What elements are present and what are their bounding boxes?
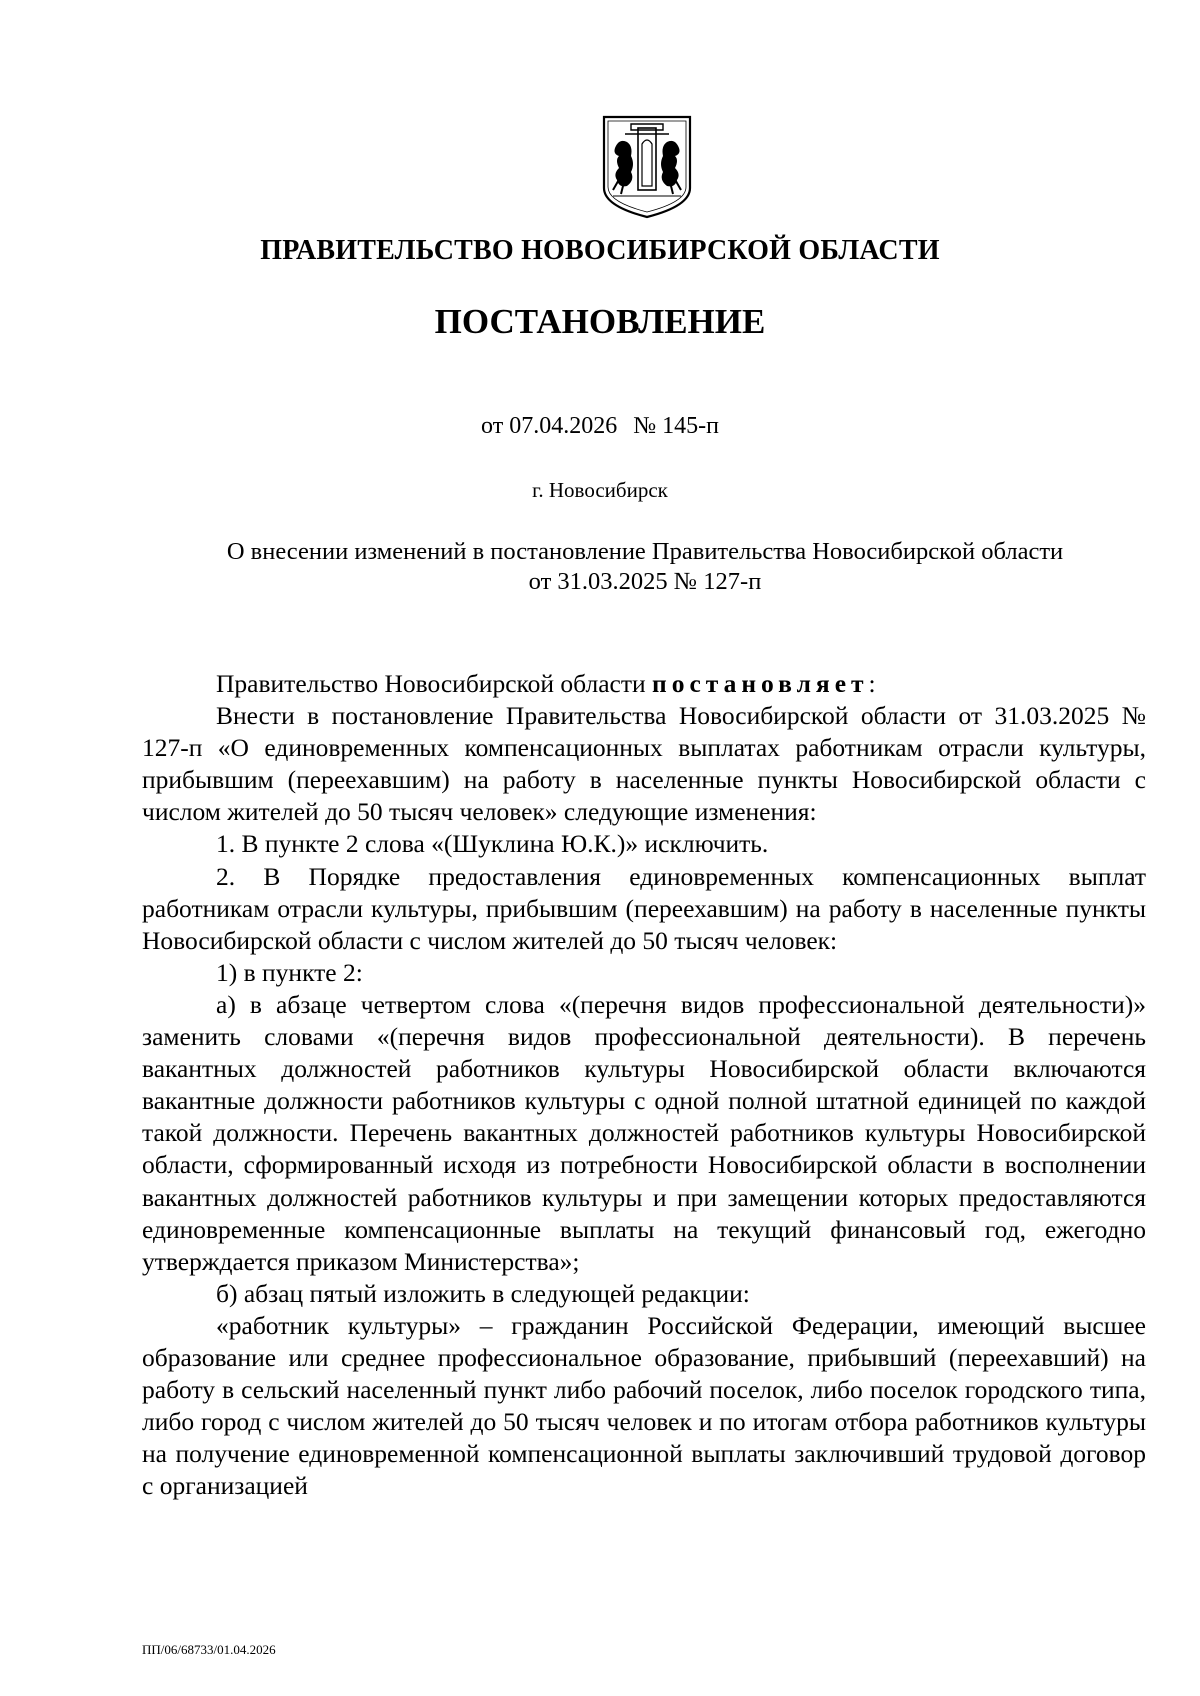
footer-document-code: ПП/06/68733/01.04.2026	[142, 1642, 276, 1657]
intro-text: Правительство Новосибирской области	[216, 669, 652, 698]
document-subject	[140, 537, 1150, 597]
body-paragraph: Внести в постановление Правительства Новосибирской области от 31.03.2025 № 127-п «О единовременных компенсационных выплатах работникам отрасли культуры, прибывшим (переехавшим) на работу в населенные пункты Новосибирской области с числом жителей до 50 тысяч человек» следующие изменения:	[142, 701, 1146, 827]
body-paragraph: 1. В пункте 2 слова «(Шуклина Ю.К.)» исключить.	[216, 829, 769, 859]
date-number-line	[0, 413, 1200, 440]
coat-of-arms-icon	[601, 114, 693, 219]
body-paragraph: «работник культуры» – гражданин Российской Федерации, имеющий высшее образование или среднее профессиональное образование, прибывший (переехавший) на работу в сельский населенный пункт либо рабочий поселок, либо поселок городского типа, либо город с числом жителей до 50 тысяч человек и по итогам отбора работников культуры на получение единовременной компенсационной выплаты заключивший трудовой договор с организацией	[142, 1310, 1146, 1501]
document-number: № 145-п	[633, 413, 719, 439]
document-city: г. Новосибирск	[532, 478, 668, 502]
government-title: ПРАВИТЕЛЬСТВО НОВОСИБИРСКОЙ ОБЛАСТИ	[260, 235, 940, 266]
intro-colon: :	[868, 669, 876, 698]
body-paragraph: б) абзац пятый изложить в следующей редакции:	[216, 1278, 750, 1308]
body-paragraph: а) в абзаце четвертом слова «(перечня видов профессиональной деятельности)» заменить словами «(перечня видов профессиональной деятельности). В перечень вакантных должностей работников культуры Новосибирской области включаются вакантные должности работников культуры с одной полной штатной единицей по каждой такой должности. Перечень вакантных должностей работников культуры Новосибирской области, сформированный исходя из потребности Новосибирской области в восполнении вакантных должностей работников культуры и при замещении которых предоставляются единовременные компенсационные выплаты на текущий финансовый год, ежегодно утверждается приказом Министерства»;	[142, 989, 1146, 1276]
body-paragraph: 1) в пункте 2:	[216, 957, 363, 987]
intro-resolves: постановляет	[652, 669, 869, 698]
document-type-title: ПОСТАНОВЛЕНИЕ	[434, 302, 766, 341]
document-date: от 07.04.2026	[481, 413, 618, 439]
intro-paragraph	[142, 668, 1146, 700]
body-paragraph: 2. В Порядке предоставления единовременных компенсационных выплат работникам отрасли культуры, прибывшим (переехавшим) на работу в населенные пункты Новосибирской области с числом жителей до 50 тысяч человек:	[142, 861, 1146, 955]
document-body	[142, 668, 1146, 1502]
subject-line-2: от 31.03.2025 № 127-п	[528, 568, 762, 595]
subject-line-1: О внесении изменений в постановление Правительства Новосибирской области	[226, 538, 1064, 565]
